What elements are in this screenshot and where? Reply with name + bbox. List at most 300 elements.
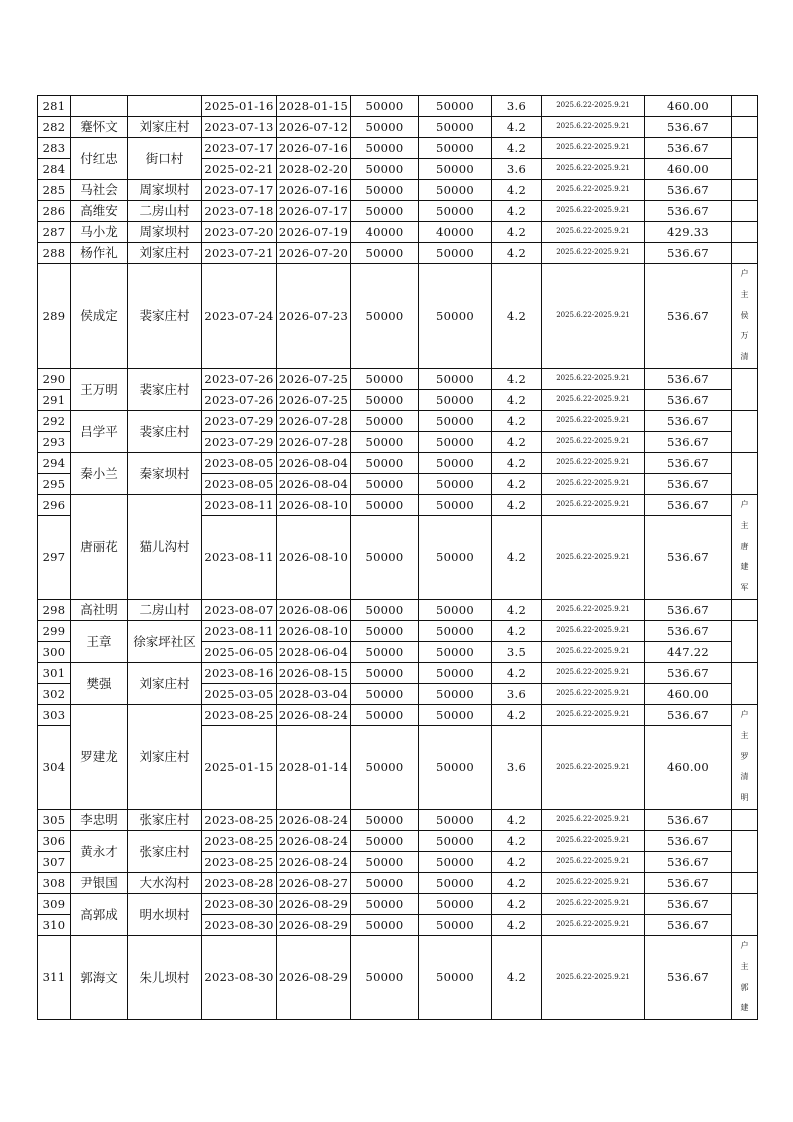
subsidy-amount-cell: 50000: [419, 369, 492, 390]
loan-amount-cell: 50000: [351, 600, 419, 621]
loan-amount-cell: 50000: [351, 369, 419, 390]
row-number-cell: 299: [38, 621, 71, 642]
end-date-cell: 2028-06-04: [277, 642, 351, 663]
loan-amount-cell: 50000: [351, 201, 419, 222]
village-cell: 裴家庄村: [128, 264, 202, 369]
loan-amount-cell: 50000: [351, 117, 419, 138]
start-date-cell: 2023-08-11: [202, 495, 277, 516]
end-date-cell: 2026-07-28: [277, 432, 351, 453]
loan-amount-cell: 50000: [351, 432, 419, 453]
start-date-cell: 2023-07-26: [202, 390, 277, 411]
row-number-cell: 283: [38, 138, 71, 159]
note-cell: [732, 873, 758, 894]
subsidy-amount-cell: 50000: [419, 726, 492, 810]
interest-rate-cell: 4.2: [492, 831, 542, 852]
village-cell: 猫儿沟村: [128, 495, 202, 600]
note-cell: [732, 810, 758, 831]
village-cell: 刘家庄村: [128, 663, 202, 705]
start-date-cell: 2023-08-30: [202, 936, 277, 1020]
interest-period-cell: 2025.6.22-2025.9.21: [542, 222, 645, 243]
interest-rate-cell: 4.2: [492, 936, 542, 1020]
start-date-cell: 2023-07-17: [202, 180, 277, 201]
end-date-cell: 2026-07-28: [277, 411, 351, 432]
row-number-cell: 288: [38, 243, 71, 264]
end-date-cell: 2028-03-04: [277, 684, 351, 705]
table-row: [38, 264, 758, 369]
interest-period-cell: 2025.6.22-2025.9.21: [542, 684, 645, 705]
interest-amount-cell: 460.00: [645, 726, 732, 810]
row-number-cell: 311: [38, 936, 71, 1020]
row-number-cell: 300: [38, 642, 71, 663]
interest-amount-cell: 536.67: [645, 852, 732, 873]
loan-amount-cell: 50000: [351, 243, 419, 264]
interest-period-cell: 2025.6.22-2025.9.21: [542, 705, 645, 726]
loan-amount-cell: 50000: [351, 726, 419, 810]
start-date-cell: 2023-08-11: [202, 516, 277, 600]
interest-period-cell: 2025.6.22-2025.9.21: [542, 264, 645, 369]
interest-period-cell: 2025.6.22-2025.9.21: [542, 474, 645, 495]
loan-amount-cell: 50000: [351, 852, 419, 873]
note-text: 户主唐建军: [740, 500, 749, 593]
table-row: [38, 138, 758, 159]
interest-amount-cell: 536.67: [645, 474, 732, 495]
note-cell: [732, 621, 758, 663]
subsidy-amount-cell: 50000: [419, 201, 492, 222]
end-date-cell: 2026-08-06: [277, 600, 351, 621]
interest-rate-cell: 4.2: [492, 873, 542, 894]
village-cell: 徐家坪社区: [128, 621, 202, 663]
end-date-cell: 2026-08-29: [277, 936, 351, 1020]
note-cell: [732, 222, 758, 243]
interest-period-cell: 2025.6.22-2025.9.21: [542, 117, 645, 138]
subsidy-amount-cell: 50000: [419, 600, 492, 621]
note-cell: [732, 243, 758, 264]
borrower-name-cell: 付红忠: [71, 138, 128, 180]
village-cell: 秦家坝村: [128, 453, 202, 495]
subsidy-amount-cell: 50000: [419, 159, 492, 180]
interest-rate-cell: 4.2: [492, 138, 542, 159]
borrower-name-cell: 秦小兰: [71, 453, 128, 495]
end-date-cell: 2026-07-19: [277, 222, 351, 243]
start-date-cell: 2023-07-13: [202, 117, 277, 138]
loan-amount-cell: 50000: [351, 621, 419, 642]
note-cell: [732, 411, 758, 453]
loan-amount-cell: 50000: [351, 873, 419, 894]
interest-period-cell: 2025.6.22-2025.9.21: [542, 831, 645, 852]
interest-period-cell: 2025.6.22-2025.9.21: [542, 138, 645, 159]
subsidy-amount-cell: 50000: [419, 453, 492, 474]
interest-rate-cell: 4.2: [492, 180, 542, 201]
interest-rate-cell: 4.2: [492, 264, 542, 369]
end-date-cell: 2026-08-24: [277, 810, 351, 831]
interest-period-cell: 2025.6.22-2025.9.21: [542, 663, 645, 684]
start-date-cell: 2025-01-15: [202, 726, 277, 810]
borrower-name-cell: 蹇怀文: [71, 117, 128, 138]
subsidy-amount-cell: 50000: [419, 390, 492, 411]
subsidy-amount-cell: 40000: [419, 222, 492, 243]
interest-rate-cell: 4.2: [492, 852, 542, 873]
borrower-name-cell: 高郭成: [71, 894, 128, 936]
interest-period-cell: 2025.6.22-2025.9.21: [542, 936, 645, 1020]
interest-period-cell: 2025.6.22-2025.9.21: [542, 432, 645, 453]
interest-amount-cell: 536.67: [645, 663, 732, 684]
interest-period-cell: 2025.6.22-2025.9.21: [542, 516, 645, 600]
subsidy-amount-cell: 50000: [419, 873, 492, 894]
interest-period-cell: 2025.6.22-2025.9.21: [542, 894, 645, 915]
loan-interest-table: [37, 95, 758, 1020]
end-date-cell: 2026-07-20: [277, 243, 351, 264]
interest-rate-cell: 4.2: [492, 117, 542, 138]
subsidy-amount-cell: 50000: [419, 810, 492, 831]
interest-amount-cell: 536.67: [645, 894, 732, 915]
table-row: [38, 495, 758, 516]
row-number-cell: 305: [38, 810, 71, 831]
interest-period-cell: 2025.6.22-2025.9.21: [542, 96, 645, 117]
table-row: [38, 831, 758, 852]
interest-rate-cell: 4.2: [492, 369, 542, 390]
loan-amount-cell: 50000: [351, 180, 419, 201]
end-date-cell: 2026-08-10: [277, 621, 351, 642]
interest-amount-cell: 429.33: [645, 222, 732, 243]
interest-amount-cell: 536.67: [645, 432, 732, 453]
loan-amount-cell: 50000: [351, 936, 419, 1020]
note-cell: [732, 180, 758, 201]
interest-rate-cell: 3.6: [492, 159, 542, 180]
loan-amount-cell: 50000: [351, 96, 419, 117]
interest-rate-cell: 4.2: [492, 621, 542, 642]
borrower-name-cell: 侯成定: [71, 264, 128, 369]
village-cell: 裴家庄村: [128, 369, 202, 411]
interest-amount-cell: 460.00: [645, 96, 732, 117]
start-date-cell: 2023-07-26: [202, 369, 277, 390]
table-row: [38, 621, 758, 642]
interest-period-cell: 2025.6.22-2025.9.21: [542, 495, 645, 516]
note-text: 户主郭建: [740, 941, 749, 1013]
subsidy-amount-cell: 50000: [419, 96, 492, 117]
start-date-cell: 2023-07-29: [202, 432, 277, 453]
subsidy-amount-cell: 50000: [419, 516, 492, 600]
table-row: [38, 369, 758, 390]
borrower-name-cell: 李忠明: [71, 810, 128, 831]
end-date-cell: 2026-07-17: [277, 201, 351, 222]
borrower-name-cell: 樊强: [71, 663, 128, 705]
start-date-cell: 2023-07-24: [202, 264, 277, 369]
interest-rate-cell: 4.2: [492, 600, 542, 621]
row-number-cell: 291: [38, 390, 71, 411]
subsidy-amount-cell: 50000: [419, 915, 492, 936]
interest-amount-cell: 536.67: [645, 831, 732, 852]
row-number-cell: 285: [38, 180, 71, 201]
subsidy-amount-cell: 50000: [419, 621, 492, 642]
interest-amount-cell: 536.67: [645, 453, 732, 474]
interest-amount-cell: 536.67: [645, 243, 732, 264]
interest-period-cell: 2025.6.22-2025.9.21: [542, 810, 645, 831]
table-row: [38, 894, 758, 915]
village-cell: 张家庄村: [128, 831, 202, 873]
row-number-cell: 304: [38, 726, 71, 810]
subsidy-amount-cell: 50000: [419, 852, 492, 873]
start-date-cell: 2023-07-29: [202, 411, 277, 432]
interest-rate-cell: 4.2: [492, 201, 542, 222]
table-row: [38, 222, 758, 243]
borrower-name-cell: 高维安: [71, 201, 128, 222]
row-number-cell: 301: [38, 663, 71, 684]
start-date-cell: 2023-08-25: [202, 831, 277, 852]
note-cell: [732, 705, 758, 810]
row-number-cell: 310: [38, 915, 71, 936]
start-date-cell: 2023-08-30: [202, 915, 277, 936]
start-date-cell: 2025-03-05: [202, 684, 277, 705]
interest-rate-cell: 4.2: [492, 432, 542, 453]
subsidy-amount-cell: 50000: [419, 831, 492, 852]
end-date-cell: 2026-07-16: [277, 180, 351, 201]
start-date-cell: 2025-01-16: [202, 96, 277, 117]
table-row: [38, 180, 758, 201]
loan-amount-cell: 50000: [351, 684, 419, 705]
start-date-cell: 2023-08-05: [202, 474, 277, 495]
table-row: [38, 873, 758, 894]
interest-rate-cell: 4.2: [492, 222, 542, 243]
interest-amount-cell: 536.67: [645, 117, 732, 138]
row-number-cell: 307: [38, 852, 71, 873]
village-cell: [128, 96, 202, 117]
end-date-cell: 2026-08-29: [277, 894, 351, 915]
borrower-name-cell: 杨作礼: [71, 243, 128, 264]
interest-period-cell: 2025.6.22-2025.9.21: [542, 159, 645, 180]
start-date-cell: 2023-08-16: [202, 663, 277, 684]
note-cell: [732, 117, 758, 138]
subsidy-amount-cell: 50000: [419, 117, 492, 138]
note-cell: [732, 936, 758, 1020]
interest-period-cell: 2025.6.22-2025.9.21: [542, 621, 645, 642]
interest-rate-cell: 3.5: [492, 642, 542, 663]
note-cell: [732, 96, 758, 117]
table-row: [38, 936, 758, 1020]
end-date-cell: 2026-07-12: [277, 117, 351, 138]
subsidy-amount-cell: 50000: [419, 894, 492, 915]
end-date-cell: 2028-01-15: [277, 96, 351, 117]
end-date-cell: 2026-07-16: [277, 138, 351, 159]
start-date-cell: 2023-08-25: [202, 852, 277, 873]
interest-period-cell: 2025.6.22-2025.9.21: [542, 411, 645, 432]
interest-period-cell: 2025.6.22-2025.9.21: [542, 390, 645, 411]
interest-amount-cell: 536.67: [645, 495, 732, 516]
note-cell: [732, 264, 758, 369]
interest-rate-cell: 3.6: [492, 96, 542, 117]
note-text: 户主罗清明: [740, 710, 749, 803]
start-date-cell: 2023-08-25: [202, 810, 277, 831]
table-row: [38, 411, 758, 432]
start-date-cell: 2023-08-25: [202, 705, 277, 726]
village-cell: 刘家庄村: [128, 117, 202, 138]
interest-period-cell: 2025.6.22-2025.9.21: [542, 453, 645, 474]
interest-amount-cell: 536.67: [645, 915, 732, 936]
loan-amount-cell: 50000: [351, 159, 419, 180]
row-number-cell: 298: [38, 600, 71, 621]
subsidy-amount-cell: 50000: [419, 411, 492, 432]
subsidy-amount-cell: 50000: [419, 474, 492, 495]
subsidy-amount-cell: 50000: [419, 138, 492, 159]
row-number-cell: 306: [38, 831, 71, 852]
borrower-name-cell: 吕学平: [71, 411, 128, 453]
village-cell: 明水坝村: [128, 894, 202, 936]
borrower-name-cell: 郭海文: [71, 936, 128, 1020]
row-number-cell: 308: [38, 873, 71, 894]
loan-amount-cell: 50000: [351, 831, 419, 852]
start-date-cell: 2023-08-05: [202, 453, 277, 474]
row-number-cell: 292: [38, 411, 71, 432]
interest-rate-cell: 4.2: [492, 390, 542, 411]
end-date-cell: 2026-08-10: [277, 516, 351, 600]
loan-amount-cell: 50000: [351, 810, 419, 831]
interest-amount-cell: 536.67: [645, 264, 732, 369]
borrower-name-cell: 罗建龙: [71, 705, 128, 810]
row-number-cell: 294: [38, 453, 71, 474]
interest-amount-cell: 536.67: [645, 621, 732, 642]
interest-rate-cell: 4.2: [492, 894, 542, 915]
interest-amount-cell: 536.67: [645, 369, 732, 390]
borrower-name-cell: 马社会: [71, 180, 128, 201]
interest-period-cell: 2025.6.22-2025.9.21: [542, 852, 645, 873]
end-date-cell: 2026-08-29: [277, 915, 351, 936]
subsidy-amount-cell: 50000: [419, 705, 492, 726]
start-date-cell: 2023-08-11: [202, 621, 277, 642]
start-date-cell: 2023-07-20: [202, 222, 277, 243]
start-date-cell: 2023-07-18: [202, 201, 277, 222]
note-cell: [732, 831, 758, 873]
interest-amount-cell: 536.67: [645, 936, 732, 1020]
village-cell: 朱儿坝村: [128, 936, 202, 1020]
note-cell: [732, 600, 758, 621]
subsidy-amount-cell: 50000: [419, 243, 492, 264]
note-cell: [732, 369, 758, 411]
borrower-name-cell: 黄永才: [71, 831, 128, 873]
row-number-cell: 289: [38, 264, 71, 369]
interest-amount-cell: 536.67: [645, 390, 732, 411]
interest-amount-cell: 536.67: [645, 201, 732, 222]
start-date-cell: 2023-07-17: [202, 138, 277, 159]
interest-rate-cell: 4.2: [492, 516, 542, 600]
end-date-cell: 2028-01-14: [277, 726, 351, 810]
end-date-cell: 2026-08-24: [277, 852, 351, 873]
borrower-name-cell: 尹银国: [71, 873, 128, 894]
subsidy-amount-cell: 50000: [419, 642, 492, 663]
table-row: [38, 201, 758, 222]
start-date-cell: 2023-07-21: [202, 243, 277, 264]
row-number-cell: 290: [38, 369, 71, 390]
interest-amount-cell: 536.67: [645, 705, 732, 726]
end-date-cell: 2026-08-27: [277, 873, 351, 894]
row-number-cell: 302: [38, 684, 71, 705]
interest-amount-cell: 536.67: [645, 138, 732, 159]
table-row: [38, 453, 758, 474]
interest-rate-cell: 4.2: [492, 810, 542, 831]
row-number-cell: 282: [38, 117, 71, 138]
loan-amount-cell: 50000: [351, 915, 419, 936]
loan-amount-cell: 50000: [351, 663, 419, 684]
interest-amount-cell: 536.67: [645, 600, 732, 621]
loan-amount-cell: 50000: [351, 516, 419, 600]
end-date-cell: 2026-08-24: [277, 705, 351, 726]
interest-period-cell: 2025.6.22-2025.9.21: [542, 642, 645, 663]
interest-period-cell: 2025.6.22-2025.9.21: [542, 873, 645, 894]
village-cell: 张家庄村: [128, 810, 202, 831]
table-row: [38, 96, 758, 117]
interest-rate-cell: 3.6: [492, 684, 542, 705]
interest-period-cell: 2025.6.22-2025.9.21: [542, 243, 645, 264]
end-date-cell: 2026-07-25: [277, 369, 351, 390]
end-date-cell: 2026-08-04: [277, 474, 351, 495]
interest-amount-cell: 536.67: [645, 411, 732, 432]
borrower-name-cell: 唐丽花: [71, 495, 128, 600]
village-cell: 刘家庄村: [128, 243, 202, 264]
interest-rate-cell: 4.2: [492, 411, 542, 432]
village-cell: 街口村: [128, 138, 202, 180]
row-number-cell: 284: [38, 159, 71, 180]
loan-amount-cell: 50000: [351, 705, 419, 726]
start-date-cell: 2025-02-21: [202, 159, 277, 180]
interest-amount-cell: 536.67: [645, 873, 732, 894]
interest-amount-cell: 536.67: [645, 516, 732, 600]
loan-amount-cell: 50000: [351, 264, 419, 369]
note-cell: [732, 201, 758, 222]
loan-amount-cell: 50000: [351, 411, 419, 432]
subsidy-amount-cell: 50000: [419, 264, 492, 369]
loan-amount-cell: 50000: [351, 495, 419, 516]
row-number-cell: 293: [38, 432, 71, 453]
interest-period-cell: 2025.6.22-2025.9.21: [542, 600, 645, 621]
row-number-cell: 297: [38, 516, 71, 600]
loan-amount-cell: 50000: [351, 453, 419, 474]
loan-amount-cell: 50000: [351, 642, 419, 663]
table-row: [38, 663, 758, 684]
loan-amount-cell: 50000: [351, 138, 419, 159]
row-number-cell: 309: [38, 894, 71, 915]
note-cell: [732, 453, 758, 495]
end-date-cell: 2026-08-10: [277, 495, 351, 516]
note-text: 户主侯万清: [740, 269, 749, 362]
note-cell: [732, 138, 758, 180]
end-date-cell: 2026-08-24: [277, 831, 351, 852]
loan-amount-cell: 50000: [351, 390, 419, 411]
subsidy-amount-cell: 50000: [419, 936, 492, 1020]
interest-amount-cell: 460.00: [645, 684, 732, 705]
village-cell: 二房山村: [128, 600, 202, 621]
interest-rate-cell: 4.2: [492, 663, 542, 684]
interest-amount-cell: 447.22: [645, 642, 732, 663]
interest-amount-cell: 460.00: [645, 159, 732, 180]
table-row: [38, 243, 758, 264]
subsidy-amount-cell: 50000: [419, 684, 492, 705]
interest-period-cell: 2025.6.22-2025.9.21: [542, 201, 645, 222]
loan-amount-cell: 50000: [351, 894, 419, 915]
village-cell: 刘家庄村: [128, 705, 202, 810]
end-date-cell: 2026-07-25: [277, 390, 351, 411]
note-cell: [732, 495, 758, 600]
borrower-name-cell: 马小龙: [71, 222, 128, 243]
interest-rate-cell: 3.6: [492, 726, 542, 810]
end-date-cell: 2028-02-20: [277, 159, 351, 180]
interest-period-cell: 2025.6.22-2025.9.21: [542, 915, 645, 936]
note-cell: [732, 894, 758, 936]
subsidy-amount-cell: 50000: [419, 663, 492, 684]
village-cell: 周家坝村: [128, 222, 202, 243]
row-number-cell: 286: [38, 201, 71, 222]
loan-amount-cell: 40000: [351, 222, 419, 243]
loan-amount-cell: 50000: [351, 474, 419, 495]
interest-period-cell: 2025.6.22-2025.9.21: [542, 726, 645, 810]
end-date-cell: 2026-07-23: [277, 264, 351, 369]
